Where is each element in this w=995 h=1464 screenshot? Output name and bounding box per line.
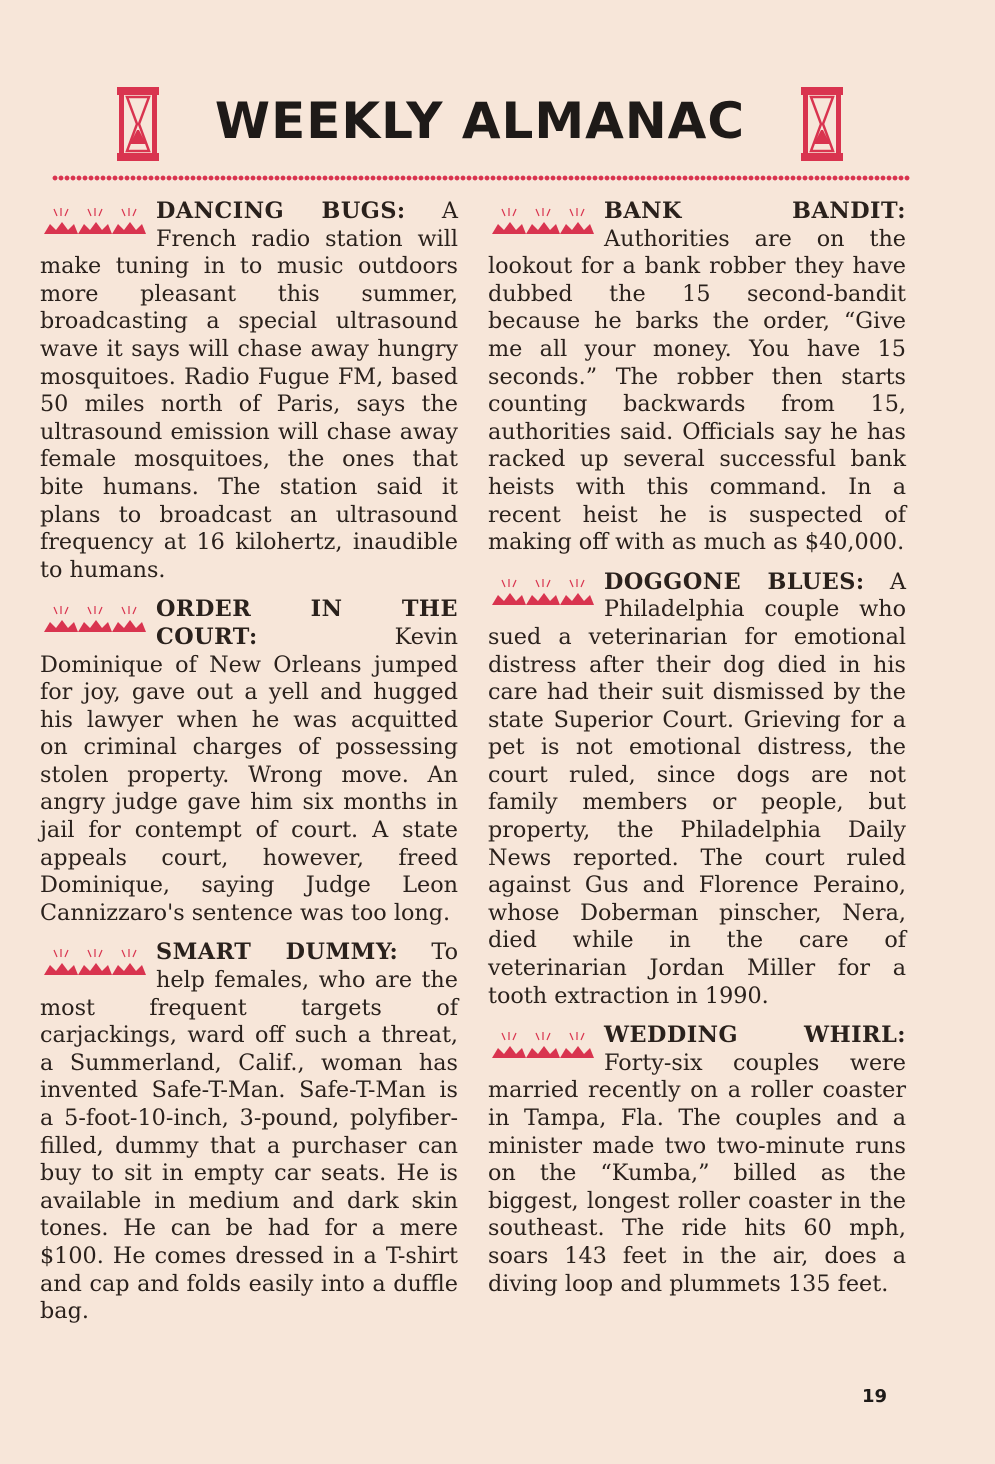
page-title: WEEKLY ALMANAC xyxy=(214,92,746,150)
item-body: To help females, who are the most frequent targets of carjackings, ward off such a threat, a Summerland, Calif., woman has invented Safe-T-Man. Safe-T-Man is a 5-foot-10-inch, 3-pound, polyfiber-filled, dummy that a purchaser can buy to sit in empty car seats. He is available in medium and dark skin tones. He can be had for a mere $100. He comes dressed in a T-shirt and cap and folds easily into a duffle bag. xyxy=(40,939,458,1325)
crown-ornament-icon xyxy=(40,602,148,638)
right-column xyxy=(488,198,906,1310)
crown-ornament-icon xyxy=(40,945,148,981)
item-headline: BANK BANDIT: xyxy=(604,198,906,224)
item-headline: DOGGONE BLUES: xyxy=(604,568,865,595)
hourglass-icon xyxy=(800,86,844,162)
item-headline: SMART DUMMY: xyxy=(156,939,399,966)
masthead xyxy=(40,78,910,173)
hourglass-icon xyxy=(116,86,160,162)
news-item xyxy=(488,569,906,1011)
item-headline: DANCING BUGS: xyxy=(156,198,406,224)
item-headline: WEDDING WHIRL: xyxy=(604,1022,906,1049)
left-column xyxy=(40,198,458,1338)
news-item xyxy=(488,1022,906,1298)
item-body: A Philadelphia couple who sued a veterinarian for emotional distress after their dog died in his care had their suit dismissed by the state Superior Court. Grieving for a pet is not emotional distress, the court ruled, since dogs are not family members or people, but property, the Philadelphia Daily News reported. The court ruled against Gus and Florence Peraino, whose Doberman pinscher, Nera, died while in the care of veterinarian Jordan Miller for a tooth extraction in 1990. xyxy=(488,568,906,1009)
dotted-divider xyxy=(52,174,910,182)
item-body: Kevin Dominique of New Orleans jumped for joy, gave out a yell and hugged his lawyer when he was acquitted on criminal charges of possessing stolen property. Wrong move. An angry judge gave him six months in jail for contempt of court. A state appeals court, however, freed Dominique, saying Judge Leon Cannizzaro's sentence was too long. xyxy=(40,623,458,926)
news-item xyxy=(488,198,906,557)
item-body: Forty-six couples were married recently on a roller coaster in Tampa, Fla. The couples and a minister made two two-minute runs on the “Kumba,” billed as the biggest, longest roller coaster in the southeast. The ride hits 60 mph, soars 143 feet in the air, does a diving loop and plummets 135 feet. xyxy=(488,1049,906,1297)
page-number: 19 xyxy=(862,1386,888,1407)
item-body: Authorities are on the lookout for a bank robber they have dubbed the 15 second-bandit because he barks the order, “Give me all your money. You have 15 seconds.” The robber then starts counting backwards from 15, authorities said. Officials say he has racked up several successful bank heists with this command. In a recent heist he is suspected of making off with as much as $40,000. xyxy=(488,225,906,556)
crown-ornament-icon xyxy=(488,204,596,240)
news-item xyxy=(40,939,458,1325)
news-item xyxy=(40,596,458,927)
crown-ornament-icon xyxy=(488,1028,596,1064)
news-item xyxy=(40,198,458,584)
crown-ornament-icon xyxy=(488,575,596,611)
crown-ornament-icon xyxy=(40,204,148,240)
item-headline: ORDER IN THE COURT: xyxy=(156,596,458,650)
item-body: A French radio station will make tuning in to music outdoors more pleasant this summer, broadcasting a special ultrasound wave it says will chase away hungry mosquitoes. Radio Fugue FM, based 50 miles north of Paris, says the ultrasound emission will chase away female mosquitoes, the ones that bite humans. The station said it plans to broadcast an ultrasound frequency at 16 kilohertz, inaudible to humans. xyxy=(40,198,458,583)
